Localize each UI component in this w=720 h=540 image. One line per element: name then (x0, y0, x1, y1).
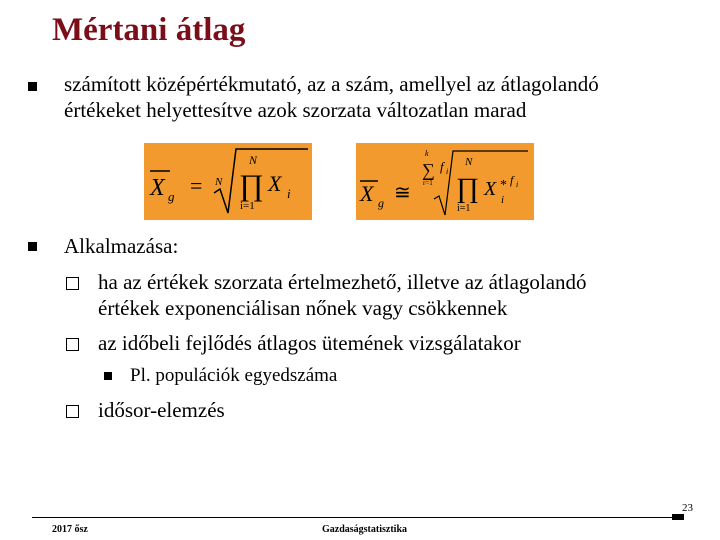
footer-semester: 2017 ősz (52, 524, 88, 535)
product-symbol-2: ∏ (456, 173, 480, 204)
sub-item-line1: ha az értékek szorzata értelmezhető, illetve az átlagolandó (98, 270, 587, 294)
svg-text:i: i (287, 186, 291, 201)
svg-text:f: f (510, 173, 514, 187)
footer-divider (32, 517, 672, 518)
product-symbol: ∏ (239, 169, 264, 202)
svg-text:i: i (501, 194, 505, 206)
bullet-marker-small (104, 372, 112, 380)
svg-text:X: X (268, 171, 282, 196)
svg-text:N: N (215, 176, 223, 188)
bullet-marker (28, 242, 37, 251)
svg-text:i: i (446, 167, 449, 176)
checkbox-bullet (66, 277, 79, 290)
svg-text:N: N (465, 156, 473, 168)
bullet-text-line2: értékeket helyettesítve azok szorzata változatlan marad (64, 98, 527, 122)
footer-course: Gazdaságstatisztika (322, 524, 407, 535)
page-number: 23 (682, 502, 693, 514)
svg-text:g: g (168, 189, 175, 204)
page-title: Mértani átlag (52, 12, 246, 48)
svg-text:i=1: i=1 (240, 200, 255, 212)
svg-text:r=1: r=1 (423, 179, 433, 187)
svg-text:f: f (440, 159, 444, 174)
svg-text:i: i (516, 180, 519, 189)
bullet-text-line1: számított középértékmutató, az a szám, amellyel az átlagolandó (64, 72, 599, 96)
checkbox-bullet (66, 405, 79, 418)
formula-weighted-geometric-mean (356, 143, 534, 220)
svg-text:*: * (500, 178, 507, 193)
sub-sub-item: Pl. populációk egyedszáma (130, 365, 338, 386)
checkbox-bullet (66, 338, 79, 351)
footer-divider-end (672, 514, 684, 520)
svg-text:N: N (249, 153, 258, 167)
sub-item-line1: idősor-elemzés (98, 398, 225, 422)
svg-text:≅: ≅ (394, 182, 411, 204)
svg-text:g: g (378, 196, 384, 210)
sum-symbol: ∑ (422, 160, 435, 180)
bullet-marker (28, 82, 37, 91)
svg-text:X: X (360, 181, 374, 206)
svg-text:X: X (484, 178, 497, 200)
sub-item-line2: értékek exponenciálisan nőnek vagy csökkennek (98, 296, 508, 320)
sub-item-line1: az időbeli fejlődés átlagos ütemének vizsgálatakor (98, 331, 521, 355)
formula-lhs: X (150, 175, 165, 201)
bullet-heading: Alkalmazása: (64, 234, 179, 258)
formula-geometric-mean (144, 143, 312, 220)
svg-text:=: = (190, 173, 203, 198)
svg-text:i=1: i=1 (457, 203, 471, 214)
svg-text:k: k (425, 149, 429, 158)
